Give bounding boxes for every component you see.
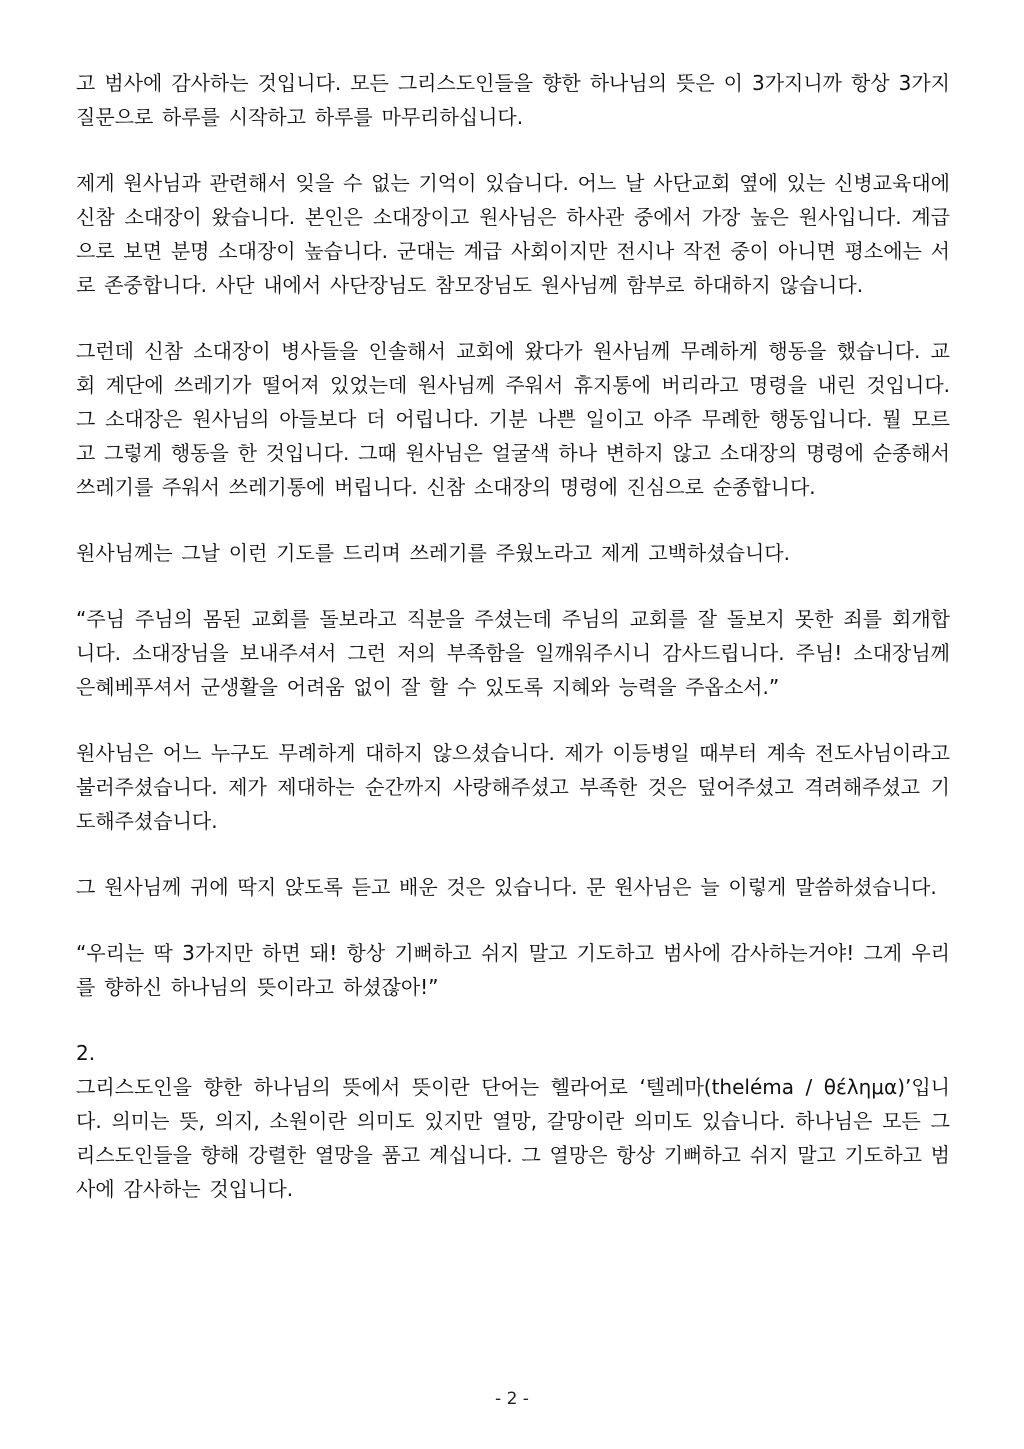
- page-number: - 2 -: [495, 1389, 529, 1409]
- paragraph-2: 제게 원사님과 관련해서 잊을 수 없는 기억이 있습니다. 어느 날 사단교회 옆에 있는 신병교육대에 신참 소대장이 왔습니다. 본인은 소대장이고 원사님은 하사관 중에서 가장 높은 원사입니다. 계급으로 보면 분명 소대장이 높습니다. 군대는 계급 사회이지만 전시나 작전 중이 아니면 평소에는 서로 존중합니다. 사단 내에서 사단장님도 참모장님도 원사님께 함부로 하대하지 않습니다.: [76, 171, 950, 297]
- prayer-quote: “주님 주님의 몸된 교회를 돌보라고 직분을 주셨는데 주님의 교회를 잘 돌보지 못한 죄를 회개합니다. 소대장님을 보내주셔서 그런 저의 부족함을 일깨워주시니 감사드립니다. 주님! 소대장님께 은혜베푸셔서 군생활을 어려움 없이 잘 할 수 있도록 지혜와 능력을 주옵소서.”: [76, 607, 950, 699]
- section-number: 2.: [76, 1041, 96, 1065]
- document-body: [76, 66, 950, 1238]
- saying-quote: “우리는 딱 3가지만 하면 돼! 항상 기뻐하고 쉬지 말고 기도하고 범사에 감사하는거야! 그게 우리를 향하신 하나님의 뜻이라고 하셨잖아!”: [76, 941, 950, 999]
- paragraph-4: 원사님께는 그날 이런 기도를 드리며 쓰레기를 주웠노라고 제게 고백하셨습니다.: [76, 541, 790, 565]
- paragraph-7: 그 원사님께 귀에 딱지 앉도록 듣고 배운 것은 있습니다. 문 원사님은 늘 이렇게 말씀하셨습니다.: [76, 875, 937, 899]
- paragraph-1: 고 범사에 감사하는 것입니다. 모든 그리스도인들을 향한 하나님의 뜻은 이 3가지니까 항상 3가지 질문으로 하루를 시작하고 하루를 마무리하십니다.: [76, 71, 950, 129]
- paragraph-3: 그런데 신참 소대장이 병사들을 인솔해서 교회에 왔다가 원사님께 무례하게 행동을 했습니다. 교회 계단에 쓰레기가 떨어져 있었는데 원사님께 주워서 휴지통에 버리라고 명령을 내린 것입니다. 그 소대장은 원사님의 아들보다 더 어립니다. 기분 나쁜 일이고 아주 무례한 행동입니다. 뭘 모르고 그렇게 행동을 한 것입니다. 그때 원사님은 얼굴색 하나 변하지 않고 소대장의 명령에 순종해서 쓰레기를 주워서 쓰레기통에 버립니다. 신참 소대장의 명령에 진심으로 순종합니다.: [76, 339, 950, 499]
- paragraph-6: 원사님은 어느 누구도 무례하게 대하지 않으셨습니다. 제가 이등병일 때부터 계속 전도사님이라고 불러주셨습니다. 제가 제대하는 순간까지 사랑해주셨고 부족한 것은 덮어주셨고 격려해주셨고 기도해주셨습니다.: [76, 741, 950, 833]
- final-paragraph: 그리스도인을 향한 하나님의 뜻에서 뜻이란 단어는 헬라어로 ‘텔레마(theléma / θέλημα)’입니다. 의미는 뜻, 의지, 소원이란 의미도 있지만 열망, 갈망이란 의미도 있습니다. 하나님은 모든 그리스도인들을 향해 강렬한 열망을 품고 계십니다. 그 열망은 항상 기뻐하고 쉬지 말고 기도하고 범사에 감사하는 것입니다.: [76, 1075, 950, 1201]
